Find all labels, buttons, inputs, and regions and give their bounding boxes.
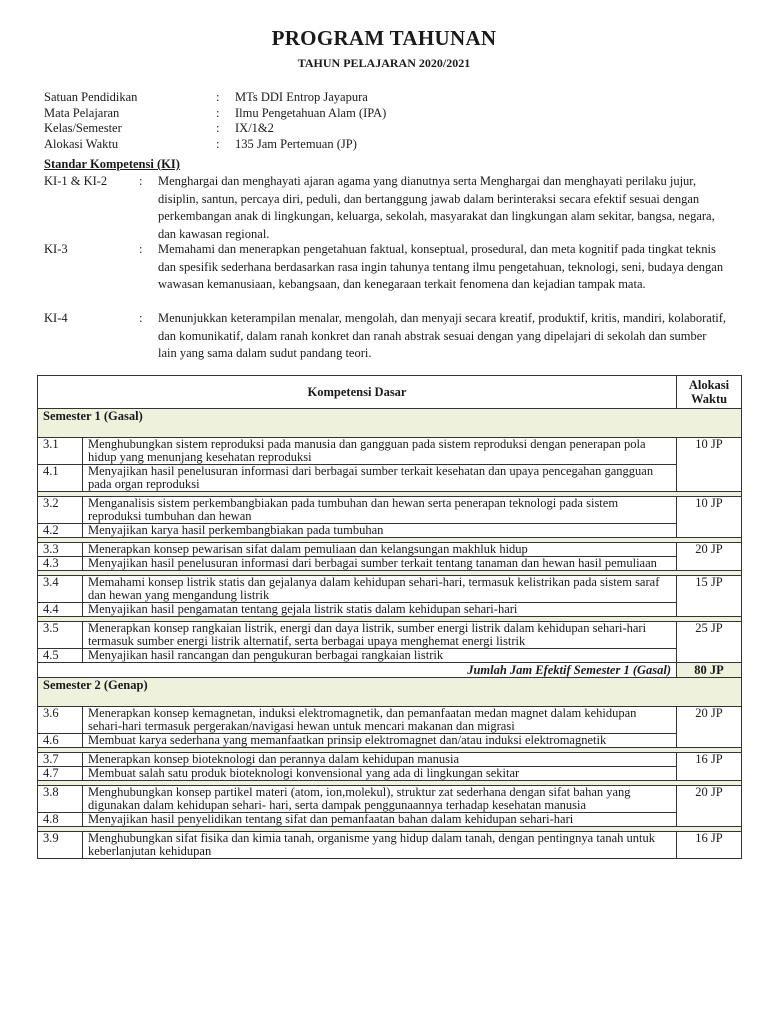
meta-value: 135 Jam Pertemuan (JP): [235, 136, 357, 151]
table-row: [38, 438, 742, 465]
ki-section-title: Standar Kompetensi (KI): [44, 157, 180, 171]
table-row: [38, 557, 742, 571]
semester-label: Semester 2 (Genap): [38, 678, 742, 707]
kd-text: Menerapkan konsep pewarisan sifat dalam pemuliaan dan kelangsungan makhluk hidup: [83, 543, 677, 557]
jp-value: 20 JP: [677, 786, 742, 827]
meta-label: Mata Pelajaran: [44, 105, 120, 120]
kd-text: Membuat karya sederhana yang memanfaatkan prinsip elektromagnet dan/atau induksi elektromagnetik: [83, 734, 677, 748]
table-row: [38, 786, 742, 813]
document-title: PROGRAM TAHUNAN: [271, 26, 497, 50]
table-row: [38, 524, 742, 538]
kd-number: 4.5: [38, 649, 83, 663]
ki-code: KI-4: [44, 311, 68, 325]
meta-colon: :: [216, 121, 220, 135]
meta-colon: :: [216, 136, 220, 151]
kd-number: 4.6: [38, 734, 83, 748]
kd-number: 3.6: [38, 707, 83, 734]
document-subtitle: TAHUN PELAJARAN 2020/2021: [297, 56, 471, 70]
meta-row-mapel: [44, 106, 386, 122]
kd-text: Menerapkan konsep kemagnetan, induksi elektromagnetik, dan pemanfaatan medan magnet dalam kehidupan sehari-hari termasuk pergerakan/navigasi hewan untuk mencari makanan dan migrasi: [83, 707, 677, 734]
ki-item-3: [44, 241, 728, 311]
semester-1-total-row: [38, 663, 742, 678]
ki-text: Memahami dan menerapkan pengetahuan faktual, konseptual, prosedural, dan meta kognitif pada tingkat teknis dan spesifik sederhana berdasarkan rasa ingin tahunya tentang ilmu pengetahuan, teknologi, seni, budaya dengan wawasan kemanusiaan, kebangsaan, dan kenegaraan terkait fenomena dan kejadian tampak mata.: [158, 242, 724, 291]
kd-text: Menganalisis sistem perkembangbiakan pada tumbuhan dan hewan serta penerapan teknologi pada sistem reproduksi tumbuhan dan hewan: [83, 497, 677, 524]
kd-text: Membuat salah satu produk bioteknologi konvensional yang ada di lingkungan sekitar: [83, 767, 677, 781]
ki-code: KI-1 & KI-2: [44, 174, 108, 188]
kd-text: Menyajikan hasil penelusuran informasi dari berbagai sumber terkait tentang tanaman dan hewan hasil pemuliaan: [83, 557, 677, 571]
meta-value: MTs DDI Entrop Jayapura: [235, 90, 368, 104]
table-row: [38, 813, 742, 827]
semester-2-header: [38, 678, 742, 707]
kd-text: Menyajikan hasil pengamatan tentang gejala listrik statis dalam kehidupan sehari-hari: [83, 603, 677, 617]
table-row: [38, 832, 742, 859]
meta-value: IX/1&2: [235, 121, 274, 135]
ki-text: Menunjukkan keterampilan menalar, mengolah, dan menyaji secara kreatif, produktif, kritis, mandiri, kolaboratif, dan komunikatif, dalam ranah konkret dan ranah abstrak sesuai dengan yang dipelajari di sekolah dan sumber lain yang sama dalam sudut pandang teori.: [158, 311, 727, 360]
ki-text: Menghargai dan menghayati ajaran agama yang dianutnya serta Menghargai dan menghayati perilaku jujur, disiplin, santun, percaya diri, peduli, dan bertanggung jawab dalam berinteraksi secara efektif sesuai dengan perkembangan anak di lingkungan, keluarga, sekolah, masyarakat dan lingkungan alam sekitar, bangsa, negara, dan kawasan regional.: [158, 174, 715, 241]
meta-colon: :: [216, 105, 220, 120]
table-row: [38, 622, 742, 649]
meta-value: Ilmu Pengetahuan Alam (IPA): [235, 105, 387, 120]
table-row: [38, 497, 742, 524]
jp-value: 20 JP: [677, 707, 742, 748]
jp-value: 10 JP: [677, 438, 742, 492]
kd-number: 3.9: [38, 832, 83, 859]
ki-colon: :: [139, 242, 143, 256]
table-row: [38, 734, 742, 748]
kd-number: 3.2: [38, 497, 83, 524]
kd-text: Menyajikan karya hasil perkembangbiakan pada tumbuhan: [83, 524, 677, 538]
kd-text: Menghubungkan konsep partikel materi (atom, ion,molekul), struktur zat sederhana dengan sifat bahan yang digunakan dalam kehidupan sehari- hari, serta dampak penggunaannya terhadap kesehatan manusia: [83, 786, 677, 813]
meta-label: Alokasi Waktu: [44, 136, 119, 151]
kd-text: Menyajikan hasil penyelidikan tentang sifat dan pemanfaatan bahan dalam kehidupan sehari-hari: [83, 813, 677, 827]
meta-colon: :: [216, 90, 220, 104]
kd-number: 3.1: [38, 438, 83, 465]
ki-colon: :: [139, 174, 143, 188]
table-row: [38, 543, 742, 557]
kd-number: 4.2: [38, 524, 83, 538]
kd-number: 3.3: [38, 543, 83, 557]
kd-text: Menerapkan konsep bioteknologi dan perannya dalam kehidupan manusia: [83, 753, 677, 767]
kd-number: 4.8: [38, 813, 83, 827]
header-alokasi-waktu: Alokasi Waktu: [677, 376, 742, 409]
kd-text: Menghubungkan sifat fisika dan kimia tanah, organisme yang hidup dalam tanah, dengan pentingnya tanah untuk keberlanjutan kehidupan: [83, 832, 677, 859]
jp-value: 16 JP: [677, 753, 742, 781]
table-row: [38, 465, 742, 492]
jp-value: 16 JP: [677, 832, 742, 859]
total-label: Jumlah Jam Efektif Semester 1 (Gasal): [38, 663, 677, 678]
table-row: [38, 649, 742, 663]
jp-value: 20 JP: [677, 543, 742, 571]
kd-number: 4.1: [38, 465, 83, 492]
kd-text: Menerapkan konsep rangkaian listrik, energi dan daya listrik, sumber energi listrik dalam kehidupan sehari-hari termasuk sumber energi listrik alternatif, serta berbagai upaya menghemat energi listrik: [83, 622, 677, 649]
total-value: 80 JP: [677, 663, 742, 678]
meta-row-kelas: [44, 121, 386, 137]
kd-number: 4.3: [38, 557, 83, 571]
header-kompetensi-dasar: Kompetensi Dasar: [38, 376, 677, 409]
jp-value: 15 JP: [677, 576, 742, 617]
ki-code: KI-3: [44, 242, 68, 256]
meta-label: Satuan Pendidikan: [44, 90, 138, 104]
kd-text: Menghubungkan sistem reproduksi pada manusia dan gangguan pada sistem reproduksi dengan penerapan pola hidup yang menunjang kesehatan reproduksi: [83, 438, 677, 465]
ki-colon: :: [139, 311, 143, 325]
kompetensi-dasar-table: [37, 375, 742, 859]
meta-label: Kelas/Semester: [44, 121, 122, 135]
kd-text: Menyajikan hasil rancangan dan pengukuran berbagai rangkaian listrik: [83, 649, 677, 663]
kd-number: 3.5: [38, 622, 83, 649]
kd-number: 3.4: [38, 576, 83, 603]
table-row: [38, 603, 742, 617]
meta-row-satuan: [44, 90, 386, 106]
kd-number: 3.8: [38, 786, 83, 813]
semester-1-header: [38, 409, 742, 438]
meta-row-alokasi: [44, 137, 386, 153]
table-header-row: [38, 376, 742, 409]
kd-number: 4.4: [38, 603, 83, 617]
semester-label: Semester 1 (Gasal): [38, 409, 742, 438]
table-row: [38, 767, 742, 781]
table-row: [38, 576, 742, 603]
table-row: [38, 753, 742, 767]
meta-block: [44, 90, 386, 152]
kd-text: Memahami konsep listrik statis dan gejalanya dalam kehidupan sehari-hari, termasuk kelistrikan pada sistem saraf dan hewan yang mengandung listrik: [83, 576, 677, 603]
ki-item-1-2: [44, 173, 728, 243]
table-row: [38, 707, 742, 734]
kd-number: 3.7: [38, 753, 83, 767]
kd-text: Menyajikan hasil penelusuran informasi dari berbagai sumber terkait kesehatan dan upaya pencegahan gangguan pada organ reproduksi: [83, 465, 677, 492]
ki-item-4: [44, 310, 728, 364]
jp-value: 10 JP: [677, 497, 742, 538]
jp-value: 25 JP: [677, 622, 742, 663]
kd-number: 4.7: [38, 767, 83, 781]
